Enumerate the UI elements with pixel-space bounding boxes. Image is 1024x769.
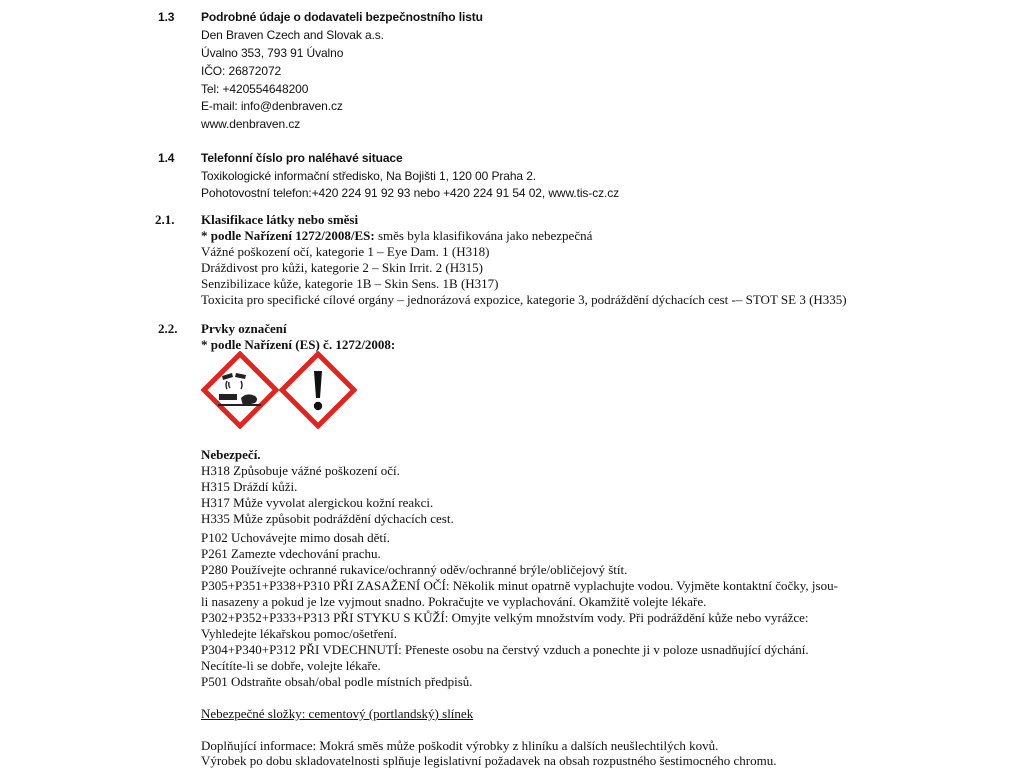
supplementary-info: Výrobek po dobu skladovatelnosti splňuje legislativní požadavek na obsah rozpustného šestimocného chromu. [201,753,777,768]
precautionary-statement: Vyhledejte lékařskou pomoc/ošetření. [201,626,398,641]
section-title: Klasifikace látky nebo směsi [201,212,359,227]
company-address: Úvalno 353, 793 91 Úvalno [201,46,344,60]
precautionary-statement: P261 Zamezte vdechování prachu. [201,546,381,561]
emergency-line: Pohotovostní telefon:+420 224 91 92 93 nebo +420 224 91 54 02, www.tis-cz.cz [201,186,620,200]
regulation-line [201,228,592,244]
section-number: 1.4 [158,151,175,165]
regulation-bold: * podle Nařízení 1272/2008/ES: [201,228,375,243]
company-phone: Tel: +420554648200 [201,82,309,96]
hazardous-components: Nebezpečné složky: cementový (portlandský) slínek [201,706,474,721]
regulation-text: směs byla klasifikována jako nebezpečná [374,228,593,243]
company-ico: IČO: 26872072 [201,64,282,78]
classification-item: Vážné poškození očí, kategorie 1 – Eye Dam. 1 (H318) [201,244,490,259]
classification-item: Toxicita pro specifické cílové orgány – jednorázová expozice, kategorie 3, podráždění dýchacích cest -– STOT SE 3 (H335) [201,292,847,307]
hazard-statement: H335 Může způsobit podráždění dýchacích cest. [201,511,454,526]
precautionary-statement: li nasazeny a pokud je lze vyjmout snadno. Pokračujte ve vyplachování. Okamžitě volejte lékaře. [201,594,707,609]
classification-item: Senzibilizace kůže, kategorie 1B – Skin Sens. 1B (H317) [201,276,499,291]
precautionary-statement: P501 Odstraňte obsah/obal podle místních předpisů. [201,674,473,689]
hazard-statement: H318 Způsobuje vážné poškození očí. [201,463,400,478]
precautionary-statement: P302+P352+P333+P313 PŘI STYKU S KŮŽÍ: Omyjte velkým množstvím vody. Při podráždění kůže nebo vyrážce: [201,610,809,625]
precautionary-statement: Necítíte-li se dobře, volejte lékaře. [201,658,381,673]
section-title: Prvky označení [201,321,287,336]
section-number: 2.1. [155,212,175,227]
company-name: Den Braven Czech and Slovak a.s. [201,28,384,42]
section-number: 2.2. [158,321,178,336]
exclamation-mark-pictogram-icon [279,351,357,429]
regulation-line: * podle Nařízení (ES) č. 1272/2008: [201,337,396,352]
hazard-statement: H317 Může vyvolat alergickou kožní reakci. [201,495,434,510]
precautionary-statement: P304+P340+P312 PŘI VDECHNUTÍ: Přeneste osobu na čerstvý vzduch a ponechte ji v poloze usnadňující dýchání. [201,642,809,657]
hazard-statement: H315 Dráždí kůži. [201,479,298,494]
section-number: 1.3 [158,10,175,24]
signal-word: Nebezpečí. [201,447,261,462]
precautionary-statement: P305+P351+P338+P310 PŘI ZASAŽENÍ OČÍ: Několik minut opatrně vyplachujte vodou. Vyjměte kontaktní čočky, jsou- [201,578,838,593]
supplementary-info: Doplňující informace: Mokrá směs může poškodit výrobky z hliníku a dalších neušlechtilých kovů. [201,738,719,753]
precautionary-statement: P102 Uchovávejte mimo dosah dětí. [201,530,390,545]
company-website: www.denbraven.cz [201,117,301,131]
section-title: Podrobné údaje o dodavateli bezpečnostního listu [201,10,483,24]
corrosion-pictogram-icon [201,351,279,429]
section-title: Telefonní číslo pro naléhavé situace [201,151,403,165]
company-email: E-mail: info@denbraven.cz [201,99,343,113]
emergency-line: Toxikologické informační středisko, Na Bojišti 1, 120 00 Praha 2. [201,169,537,183]
classification-item: Dráždivost pro kůži, kategorie 2 – Skin Irrit. 2 (H315) [201,260,483,275]
precautionary-statement: P280 Používejte ochranné rukavice/ochranný oděv/ochranné brýle/obličejový štít. [201,562,628,577]
